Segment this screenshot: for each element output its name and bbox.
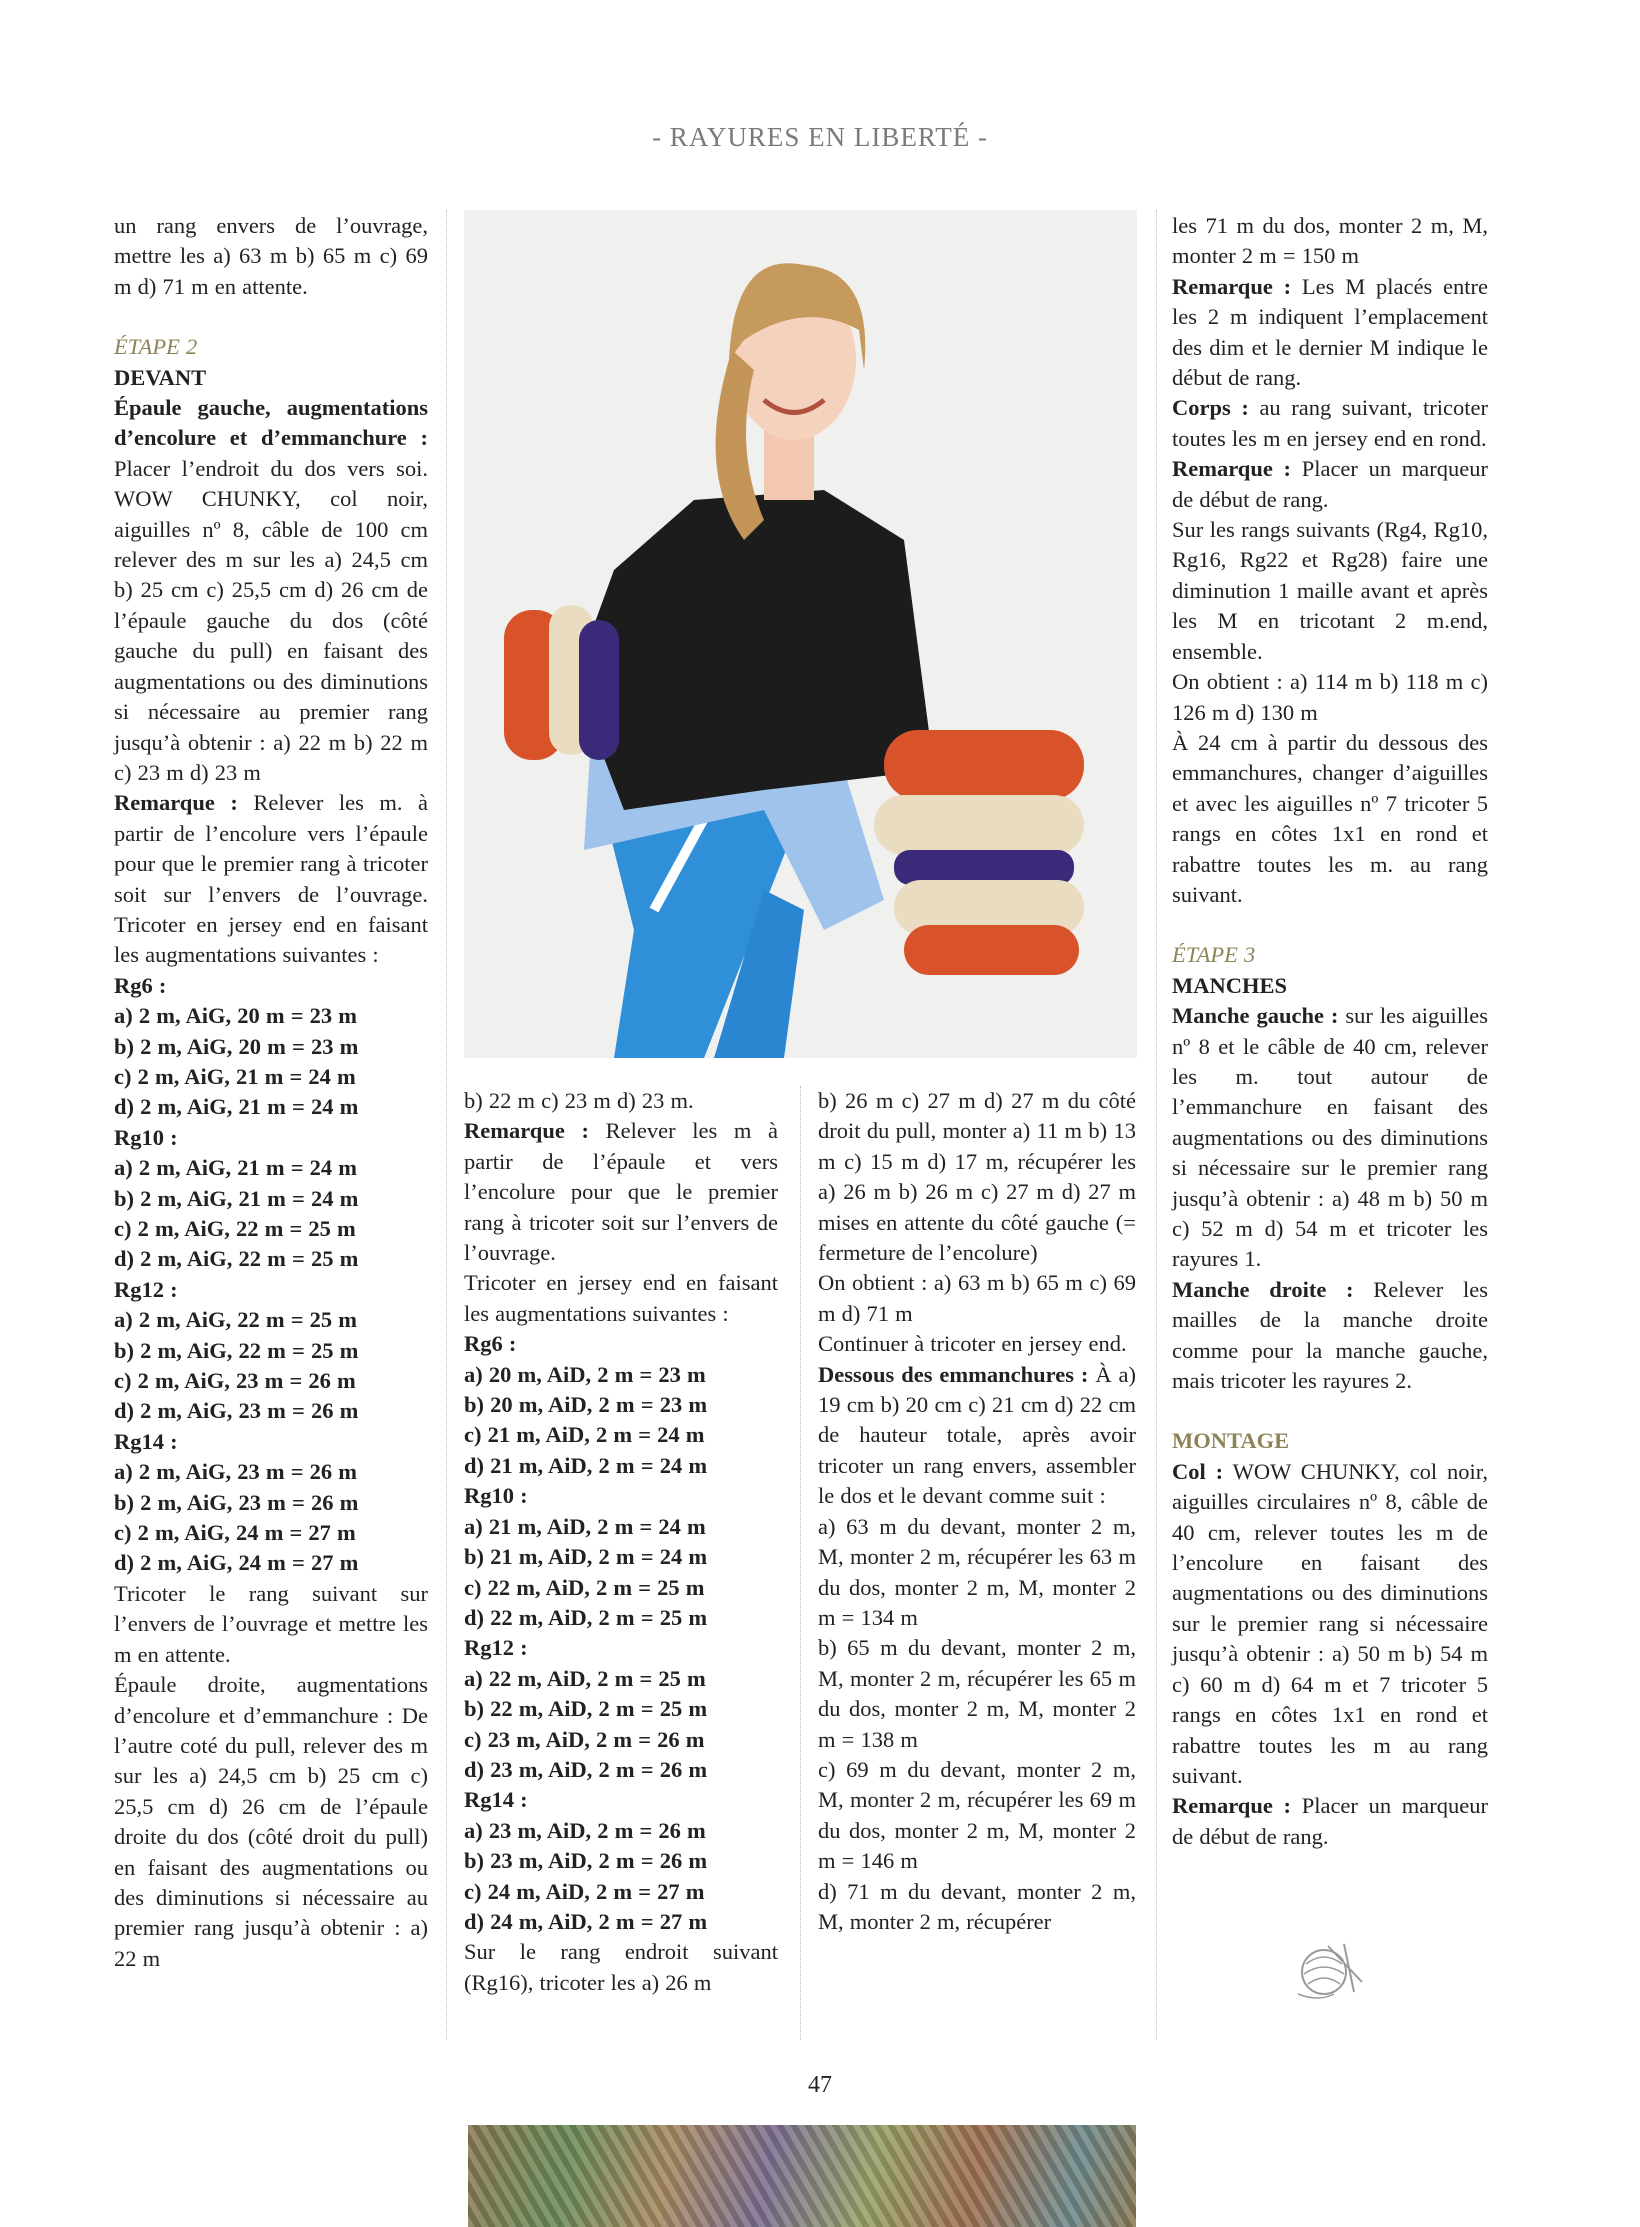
instruction-line: c) 2 m, AiG, 23 m = 26 m — [114, 1368, 356, 1394]
instruction-line: c) 22 m, AiD, 2 m = 25 m — [464, 1574, 705, 1600]
col3-p1: b) 26 m c) 27 m d) 27 m du côté droit du pull, monter a) 11 m b) 13 m c) 15 m d) 17 m, récupérer les a) 26 m b) 26 m c) 27 m d) 27 m mises en attente du côté gauche (= fermeture de l’encolure) — [818, 1088, 1136, 1266]
col2-rg10-list — [464, 1512, 778, 1634]
column-4 — [1172, 211, 1488, 1852]
manche-droite-label: Manche droite : — [1172, 1276, 1354, 1302]
column-divider — [800, 1086, 801, 2040]
step-3-heading: ÉTAPE 3 — [1172, 942, 1256, 968]
col2-line1: b) 22 m c) 23 m d) 23 m. — [464, 1088, 694, 1113]
instruction-line: c) 2 m, AiG, 24 m = 27 m — [114, 1520, 356, 1546]
col3-c-text: c) 69 m du devant, monter 2 m, M, monter 2 m, récupérer les 69 m du dos, monter 2 m, M, monter 2 m = 146 m — [818, 1756, 1136, 1874]
instruction-line: a) 2 m, AiG, 23 m = 26 m — [114, 1459, 358, 1485]
a24-text: À 24 cm à partir du dessous des emmanchures, changer d’aiguilles et avec les aiguilles nº 7 tricoter 5 rangs en côtes 1x1 en rond et rabattre toutes les m. au rang suivant. — [1172, 729, 1488, 907]
instruction-line: c) 23 m, AiD, 2 m = 26 m — [464, 1726, 705, 1752]
model-illustration — [464, 210, 1137, 1058]
manche-gauche-text: sur les aiguilles nº 8 et le câble de 40 cm, relever les m. tout autour de l’emmanchure en faisant des augmentations ou des diminutions si nécessaire sur le premier rang jusqu’à obtenir : a) 48 m b) 50 m c) 52 m d) 54 m et tricoter les rayures 1. — [1172, 1003, 1489, 1272]
manches-heading: MANCHES — [1172, 972, 1288, 998]
col2-remarque-label: Remarque : — [464, 1118, 589, 1144]
instruction-line: a) 20 m, AiD, 2 m = 23 m — [464, 1361, 706, 1387]
manche-gauche-label: Manche gauche : — [1172, 1003, 1339, 1029]
instruction-line: c) 21 m, AiD, 2 m = 24 m — [464, 1422, 705, 1448]
rg6-heading: Rg6 : — [114, 972, 167, 998]
instruction-line: c) 2 m, AiG, 21 m = 24 m — [114, 1063, 356, 1089]
col2-rg6-list — [464, 1360, 778, 1482]
col3-a-text: a) 63 m du devant, monter 2 m, M, monter 2 m, récupérer les 63 m du dos, monter 2 m, M, monter 2 m = 134 m — [818, 1513, 1136, 1630]
instruction-line: a) 23 m, AiD, 2 m = 26 m — [464, 1817, 706, 1843]
column-divider — [1156, 210, 1157, 2040]
rg14-heading: Rg14 : — [114, 1428, 178, 1454]
col2-remarque-text: Relever les m à partir de l’épaule et vers l’encolure pour que le premier rang à tricoter soit sur l’envers de l’ouvrage. — [464, 1118, 778, 1266]
col3-p3: Continuer à tricoter en jersey end. — [818, 1331, 1127, 1357]
col-label: Col : — [1172, 1458, 1224, 1484]
epaule-droite-text: Épaule droite, augmentations d’encolure et d’emmanchure : De l’autre coté du pull, relever des m sur les a) 24,5 cm b) 25 cm c) 25,5 cm d) 26 cm de l’épaule droite du dos (côté droit du pull) en faisant des augmentations ou des diminutions si nécessaire au premier rang jusqu’à obtenir : a) 22 m — [114, 1672, 428, 1971]
corps-label: Corps : — [1172, 395, 1249, 421]
tricoter-text: Tricoter le rang suivant sur l’envers de l’ouvrage et mettre les m en attente. — [114, 1580, 428, 1667]
instruction-line: b) 2 m, AiG, 22 m = 25 m — [114, 1337, 359, 1363]
rg12-heading: Rg12 : — [114, 1276, 178, 1302]
column-3 — [818, 1086, 1136, 1937]
col1-intro: un rang envers de l’ouvrage, mettre les a) 63 m b) 65 m c) 69 m d) 71 m en attente. — [114, 213, 428, 299]
column-divider — [446, 210, 447, 2040]
manche-droite-text: Relever les mailles de la manche droite comme pour la manche gauche, mais tricoter les rayures 2. — [1172, 1276, 1488, 1394]
col3-p2: On obtient : a) 63 m b) 65 m c) 69 m d) 71 m — [818, 1270, 1136, 1326]
montage-heading: MONTAGE — [1172, 1428, 1290, 1454]
col2-rg10-heading: Rg10 : — [464, 1483, 528, 1509]
instruction-line: a) 21 m, AiD, 2 m = 24 m — [464, 1513, 706, 1539]
instruction-line: a) 2 m, AiG, 20 m = 23 m — [114, 1003, 358, 1029]
col4-remarque3-text: Placer un marqueur de début de rang. — [1172, 1793, 1488, 1849]
corps-text: au rang suivant, tricoter toutes les m en jersey end en rond. — [1172, 395, 1488, 451]
instruction-line: b) 21 m, AiD, 2 m = 24 m — [464, 1544, 708, 1570]
col2-tricoter-text: Tricoter en jersey end en faisant les augmentations suivantes : — [464, 1270, 778, 1326]
instruction-line: b) 20 m, AiD, 2 m = 23 m — [464, 1392, 708, 1418]
instruction-line: b) 2 m, AiG, 20 m = 23 m — [114, 1033, 359, 1059]
col4-remarque3-label: Remarque : — [1172, 1793, 1291, 1819]
column-2 — [464, 1086, 778, 1998]
instruction-line: a) 2 m, AiG, 21 m = 24 m — [114, 1155, 358, 1181]
col4-remarque1-text: Les M placés entre les 2 m indiquent l’emplacement des dim et le dernier M indique le début de rang. — [1172, 273, 1488, 391]
rg10-list — [114, 1153, 428, 1275]
instruction-line: d) 23 m, AiD, 2 m = 26 m — [464, 1756, 708, 1782]
rg14-list — [114, 1457, 428, 1579]
knit-texture-image — [468, 2125, 1136, 2227]
col4-remarque1-label: Remarque : — [1172, 273, 1292, 299]
col2-final-text: Sur le rang endroit suivant (Rg16), tricoter les a) 26 m — [464, 1939, 778, 1995]
model-photo — [464, 210, 1137, 1058]
dessous-text: À a) 19 cm b) 20 cm c) 21 cm d) 22 cm de hauteur totale, après avoir tricoter un rang envers, assembler le dos et le devant comme suit : — [818, 1361, 1136, 1509]
remarque-text: Relever les m. à partir de l’encolure vers l’épaule pour que le premier rang à tricoter soit sur l’envers de l’ouvrage. Tricoter en jersey end en faisant les augmentations suivantes : — [114, 790, 428, 968]
col2-rg12-heading: Rg12 : — [464, 1635, 528, 1661]
instruction-line: b) 22 m, AiD, 2 m = 25 m — [464, 1696, 708, 1722]
rangs-text: Sur les rangs suivants (Rg4, Rg10, Rg16, Rg22 et Rg28) faire une diminution 1 maille avant et après les M en tricotant 2 m.end, ensemble. — [1172, 517, 1488, 664]
obtient-text: On obtient : a) 114 m b) 118 m c) 126 m d) 130 m — [1172, 669, 1488, 725]
column-1 — [114, 211, 428, 1974]
rg6-list — [114, 1001, 428, 1123]
col3-b-text: b) 65 m du devant, monter 2 m, M, monter 2 m, récupérer les 65 m du dos, monter 2 m, M, monter 2 m = 138 m — [818, 1635, 1136, 1752]
dessous-label: Dessous des emmanchures : — [818, 1361, 1089, 1387]
col2-rg14-heading: Rg14 : — [464, 1787, 528, 1813]
col3-d-text: d) 71 m du devant, monter 2 m, M, monter 2 m, récupérer — [818, 1878, 1136, 1934]
col2-rg12-list — [464, 1664, 778, 1786]
instruction-line: d) 2 m, AiG, 24 m = 27 m — [114, 1550, 359, 1576]
instruction-line: d) 22 m, AiD, 2 m = 25 m — [464, 1604, 708, 1630]
col4-remarque2-label: Remarque : — [1172, 456, 1291, 482]
instruction-line: a) 2 m, AiG, 22 m = 25 m — [114, 1307, 358, 1333]
remarque-label: Remarque : — [114, 790, 238, 816]
step-2-heading: ÉTAPE 2 — [114, 334, 198, 360]
yarn-ball-icon — [1288, 1942, 1368, 2009]
instruction-line: c) 24 m, AiD, 2 m = 27 m — [464, 1878, 705, 1904]
page-header: - RAYURES EN LIBERTÉ - — [652, 122, 988, 152]
devant-heading: DEVANT — [114, 364, 207, 390]
instruction-line: d) 2 m, AiG, 23 m = 26 m — [114, 1398, 359, 1424]
col4-remarque2-text: Placer un marqueur de début de rang. — [1172, 456, 1488, 512]
left-sleeve — [504, 605, 619, 760]
col2-rg14-list — [464, 1816, 778, 1938]
instruction-line: c) 2 m, AiG, 22 m = 25 m — [114, 1216, 356, 1241]
instruction-line: d) 21 m, AiD, 2 m = 24 m — [464, 1452, 708, 1478]
col4-p1: les 71 m du dos, monter 2 m, M, monter 2 m = 150 m — [1172, 213, 1488, 269]
instruction-line: b) 23 m, AiD, 2 m = 26 m — [464, 1848, 708, 1874]
instruction-line: d) 24 m, AiD, 2 m = 27 m — [464, 1908, 708, 1934]
epaule-gauche-title: Épaule gauche, augmentations d’encolure et d’emmanchure : — [114, 395, 428, 451]
page-number: 47 — [808, 2072, 832, 2098]
rg12-list — [114, 1305, 428, 1427]
instruction-line: a) 22 m, AiD, 2 m = 25 m — [464, 1665, 706, 1691]
instruction-line: d) 2 m, AiG, 21 m = 24 m — [114, 1094, 359, 1120]
col2-rg6-heading: Rg6 : — [464, 1331, 517, 1357]
instruction-line: d) 2 m, AiG, 22 m = 25 m — [114, 1246, 359, 1272]
instruction-line: b) 2 m, AiG, 23 m = 26 m — [114, 1489, 359, 1515]
col-text: WOW CHUNKY, col noir, aiguilles circulaires nº 8, câble de 40 cm, relever toutes les m de l’encolure en faisant des augmentations ou des diminutions sur le premier rang si nécessaire jusqu’à obtenir : a) 50 m b) 54 m c) 60 m d) 64 m et 7 tricoter 5 rangs en côtes 1x1 en rond et rabattre toutes les m au rang suivant. — [1172, 1458, 1489, 1788]
epaule-gauche-text: Placer l’endroit du dos vers soi. WOW CHUNKY, col noir, aiguilles nº 8, câble de 100 cm relever des m sur les a) 24,5 cm b) 25 cm c) 25,5 cm d) 26 cm de l’épaule gauche du dos (côté gauche du pull) en faisant des augmentations ou des diminutions si nécessaire au premier rang jusqu’à obtenir : a) 22 m b) 22 m c) 23 m d) 23 m — [114, 455, 428, 785]
instruction-line: b) 2 m, AiG, 21 m = 24 m — [114, 1185, 359, 1211]
rg10-heading: Rg10 : — [114, 1124, 178, 1150]
